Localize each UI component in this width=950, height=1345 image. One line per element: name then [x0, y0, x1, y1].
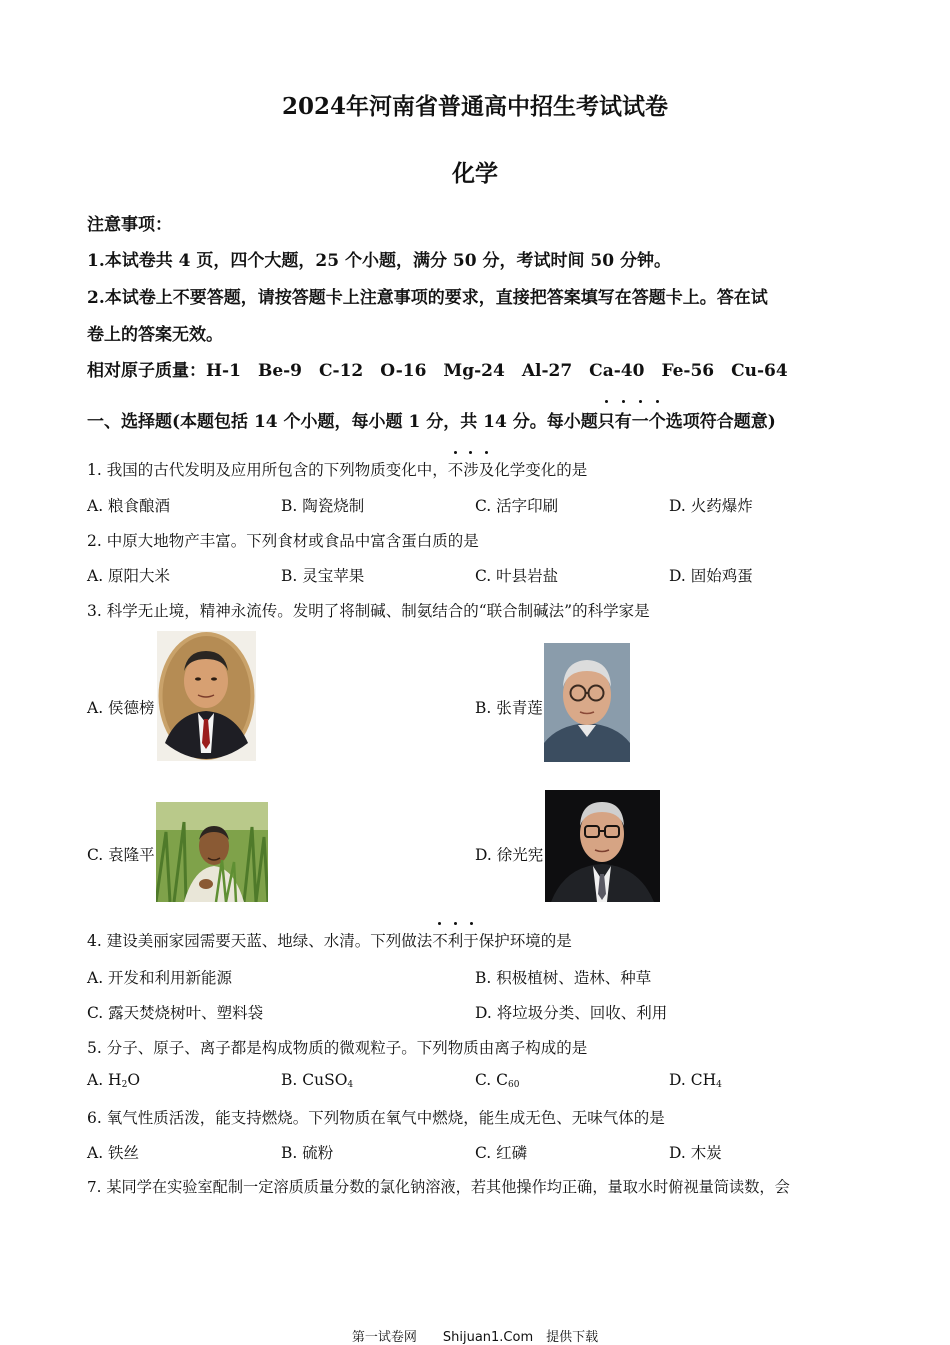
q3-option-c: C. 袁隆平	[87, 846, 155, 864]
exam-title: 2024年河南省普通高中招生考试试卷	[281, 93, 668, 120]
portrait-yuan-longping	[156, 802, 268, 902]
emphasis-char: 及	[479, 458, 495, 480]
q3-option-d: D. 徐光宪	[475, 846, 544, 864]
notes-line-1: 1.本试卷共 4 页，四个大题，25 个小题，满分 50 分，考试时间 50 分钟。	[87, 251, 671, 271]
emphasis-char: 于	[463, 929, 479, 951]
q6-option-b: B. 硫粉	[281, 1144, 334, 1162]
question-2: 2. 中原大地物产丰富。下列食材或食品中富含蛋白质的是	[87, 532, 479, 550]
emphasis-char: 只	[598, 407, 615, 432]
atomic-mass-line: 相对原子质量：H-1 Be-9 C-12 O-16 Mg-24 Al-27 Ca-40 Fe-56 Cu-64	[87, 361, 788, 381]
q3-option-a: A. 侯德榜	[87, 699, 155, 717]
q6-option-d: D. 木炭	[669, 1144, 722, 1162]
question-text-end: 化学变化的是	[494, 461, 588, 479]
formula-text: C. C	[475, 1071, 509, 1089]
question-6: 6. 氧气性质活泼，能支持燃烧。下列物质在氧气中燃烧，能生成无色、无味气体的是	[87, 1109, 665, 1127]
question-7: 7. 某同学在实验室配制一定溶质质量分数的氯化钠溶液，若其他操作均正确，量取水时俯视量筒读数，会	[87, 1178, 790, 1196]
formula-subscript: 60	[508, 1080, 520, 1090]
q4-option-b: B. 积极植树、造林、种草	[475, 969, 652, 987]
q6-option-a: A. 铁丝	[87, 1144, 140, 1162]
formula-subscript: 4	[347, 1080, 354, 1090]
portrait-hou-debang	[157, 631, 256, 761]
q1-option-d: D. 火药爆炸	[669, 497, 753, 515]
q5-option-b	[281, 1071, 353, 1090]
q4-option-d: D. 将垃圾分类、回收、利用	[475, 1004, 668, 1022]
q1-option-a: A. 粮食酿酒	[87, 497, 171, 515]
q1-option-b: B. 陶瓷烧制	[281, 497, 365, 515]
section-1-text-end: 选项符合题意)	[665, 412, 776, 432]
question-1	[87, 458, 587, 480]
q3-option-b: B. 张青莲	[475, 699, 543, 717]
emphasis-char: 涉	[463, 458, 479, 480]
formula-subscript: 4	[716, 1080, 722, 1090]
formula-text: D. CH	[669, 1071, 717, 1089]
q5-option-c	[475, 1071, 519, 1090]
portrait-zhang-qinglian	[544, 643, 630, 762]
q2-option-a: A. 原阳大米	[87, 567, 171, 585]
question-4	[87, 929, 572, 951]
portrait-xu-guangxian	[545, 790, 660, 902]
emphasis-char: 不	[432, 929, 448, 951]
section-1-heading	[87, 407, 776, 432]
q6-option-c: C. 红磷	[475, 1144, 528, 1162]
q2-option-c: C. 叶县岩盐	[475, 567, 559, 585]
q2-option-d: D. 固始鸡蛋	[669, 567, 753, 585]
question-text-end: 保护环境的是	[478, 932, 572, 950]
notes-line-2b: 卷上的答案无效。	[87, 325, 223, 345]
question-3: 3. 科学无止境，精神永流传。发明了将制碱、制氨结合的“联合制碱法”的科学家是	[87, 602, 650, 620]
notes-line-2a: 2.本试卷上不要答题，请按答题卡上注意事项的要求，直接把答案填写在答题卡上。答在试	[87, 288, 768, 308]
q2-option-b: B. 灵宝苹果	[281, 567, 365, 585]
emphasis-char: 有	[615, 407, 632, 432]
question-text: 1. 我国的古代发明及应用所包含的下列物质变化中，	[87, 461, 448, 479]
question-text: 4. 建设美丽家园需要天蓝、地绿、水清。下列做法	[87, 932, 433, 950]
section-1-text: 一、选择题(本题包括 14 个小题，每小题 1 分，共 14 分。每小题	[87, 412, 598, 432]
q5-option-a	[87, 1071, 140, 1090]
emphasis-char: 不	[448, 458, 464, 480]
question-5: 5. 分子、原子、离子都是构成物质的微观粒子。下列物质由离子构成的是	[87, 1039, 588, 1057]
q1-option-c: C. 活字印刷	[475, 497, 559, 515]
q4-option-c: C. 露天焚烧树叶、塑料袋	[87, 1004, 264, 1022]
emphasis-char: 一	[632, 407, 649, 432]
q4-option-a: A. 开发和利用新能源	[87, 969, 233, 987]
formula-text: O	[127, 1071, 141, 1089]
footer-text: 第一试卷网 Shijuan1.Com 提供下载	[351, 1330, 599, 1345]
notes-heading: 注意事项：	[87, 215, 172, 235]
q5-option-d	[669, 1071, 722, 1090]
formula-text: B. CuSO	[281, 1071, 348, 1089]
subject-title: 化学	[452, 160, 498, 187]
formula-text: A. H	[87, 1071, 122, 1089]
emphasis-char: 个	[649, 407, 666, 432]
emphasis-char: 利	[448, 929, 464, 951]
formula-subscript: 2	[121, 1080, 128, 1090]
